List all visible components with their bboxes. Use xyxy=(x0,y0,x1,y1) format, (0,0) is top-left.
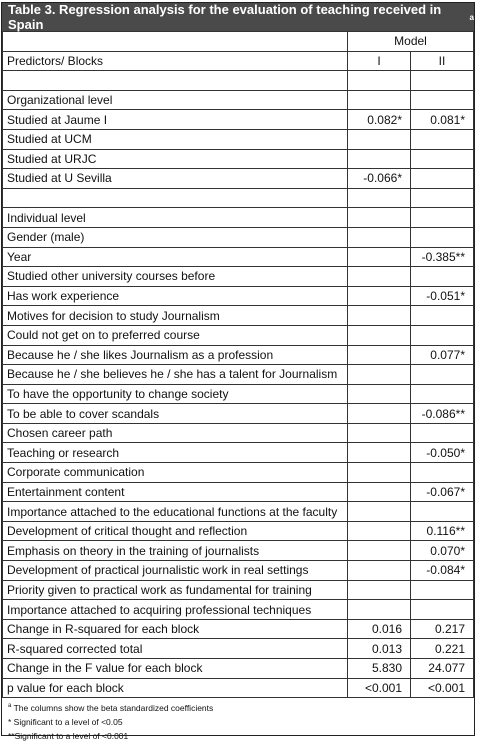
model-ii-value xyxy=(411,384,474,404)
model-ii-value xyxy=(411,208,474,228)
row-label: Could not get on to preferred course xyxy=(3,325,348,345)
table-row xyxy=(3,71,474,91)
row-label: Importance attached to acquiring professional techniques xyxy=(3,600,348,620)
row-label: To be able to cover scandals xyxy=(3,404,348,424)
row-label: Organizational level xyxy=(3,90,348,110)
model-i-value xyxy=(348,463,411,483)
model-ii-value xyxy=(411,502,474,522)
table-title: Table 3. Regression analysis for the evaluation of teaching received in Spain xyxy=(8,2,442,32)
model-i-value xyxy=(348,502,411,522)
model-i-value xyxy=(348,267,411,287)
model-ii-value xyxy=(411,169,474,189)
row-label: Individual level xyxy=(3,208,348,228)
table-row xyxy=(3,521,474,541)
table-row xyxy=(3,129,474,149)
model-i-value: 5.830 xyxy=(348,659,411,679)
model-ii-header: II xyxy=(411,51,474,71)
table-row xyxy=(3,365,474,385)
table-row xyxy=(3,443,474,463)
model-ii-value: 0.217 xyxy=(411,619,474,639)
table-row xyxy=(3,678,474,698)
model-i-value xyxy=(348,580,411,600)
footnote xyxy=(8,700,468,714)
model-ii-value: 0.077* xyxy=(411,345,474,365)
model-ii-value xyxy=(411,267,474,287)
model-ii-value xyxy=(411,129,474,149)
model-i-value: <0.001 xyxy=(348,678,411,698)
row-label xyxy=(3,71,348,91)
row-label: Importance attached to the educational functions at the faculty xyxy=(3,502,348,522)
model-i-value xyxy=(348,404,411,424)
row-label: Change in R-squared for each block xyxy=(3,619,348,639)
table-row xyxy=(3,580,474,600)
model-ii-value xyxy=(411,325,474,345)
model-ii-value xyxy=(411,149,474,169)
model-i-value xyxy=(348,345,411,365)
model-ii-value: 0.221 xyxy=(411,639,474,659)
footnote-text: The columns show the beta standardized coefficients xyxy=(13,703,214,714)
table-title-bar xyxy=(2,3,474,31)
model-ii-value xyxy=(411,365,474,385)
model-ii-value: -0.084* xyxy=(411,561,474,581)
header-row-columns xyxy=(3,51,474,71)
table-row xyxy=(3,149,474,169)
row-label: Studied other university courses before xyxy=(3,267,348,287)
table-row xyxy=(3,325,474,345)
model-ii-value: 0.116** xyxy=(411,521,474,541)
footnote-text: * Significant to a level of <0.05 xyxy=(8,716,123,727)
row-label: Development of practical journalistic work in real settings xyxy=(3,561,348,581)
model-ii-value xyxy=(411,188,474,208)
row-label: R-squared corrected total xyxy=(3,639,348,659)
row-label: Motives for decision to study Journalism xyxy=(3,306,348,326)
table-row xyxy=(3,169,474,189)
row-label: Chosen career path xyxy=(3,423,348,443)
model-i-value xyxy=(348,227,411,247)
model-i-value: 0.013 xyxy=(348,639,411,659)
footnote-mark: a xyxy=(8,703,12,710)
model-i-value xyxy=(348,188,411,208)
model-i-value xyxy=(348,306,411,326)
model-i-value xyxy=(348,325,411,345)
model-ii-value: -0.385** xyxy=(411,247,474,267)
predictors-header: Predictors/ Blocks xyxy=(3,51,348,71)
table-row xyxy=(3,619,474,639)
row-label: Studied at U Sevilla xyxy=(3,169,348,189)
model-i-value xyxy=(348,384,411,404)
table-row xyxy=(3,208,474,228)
model-i-value xyxy=(348,541,411,561)
footnote xyxy=(8,728,468,742)
table-row xyxy=(3,482,474,502)
table-row xyxy=(3,502,474,522)
header-blank-cell xyxy=(3,32,348,52)
model-ii-value: -0.086** xyxy=(411,404,474,424)
row-label: Emphasis on theory in the training of journalists xyxy=(3,541,348,561)
row-label: Studied at Jaume I xyxy=(3,110,348,130)
table-row xyxy=(3,463,474,483)
model-ii-value: 0.081* xyxy=(411,110,474,130)
row-label xyxy=(3,188,348,208)
regression-table xyxy=(2,31,474,698)
model-i-value xyxy=(348,561,411,581)
table-row xyxy=(3,286,474,306)
table-row xyxy=(3,247,474,267)
model-ii-value: <0.001 xyxy=(411,678,474,698)
model-ii-value: -0.051* xyxy=(411,286,474,306)
model-ii-value xyxy=(411,600,474,620)
model-ii-value: -0.067* xyxy=(411,482,474,502)
table-row xyxy=(3,659,474,679)
table-row xyxy=(3,267,474,287)
row-label: Entertainment content xyxy=(3,482,348,502)
model-header: Model xyxy=(348,32,474,52)
model-i-value: 0.082* xyxy=(348,110,411,130)
model-i-value xyxy=(348,443,411,463)
row-label: Teaching or research xyxy=(3,443,348,463)
model-ii-value: -0.050* xyxy=(411,443,474,463)
title-footnote-mark: a xyxy=(469,12,474,22)
model-ii-value xyxy=(411,580,474,600)
model-i-header: I xyxy=(348,51,411,71)
table-row xyxy=(3,404,474,424)
model-ii-value xyxy=(411,90,474,110)
model-i-value xyxy=(348,600,411,620)
model-ii-value xyxy=(411,463,474,483)
model-i-value xyxy=(348,71,411,91)
model-i-value xyxy=(348,423,411,443)
row-label: Because he / she likes Journalism as a profession xyxy=(3,345,348,365)
model-ii-value xyxy=(411,227,474,247)
table-row xyxy=(3,423,474,443)
model-ii-value xyxy=(411,306,474,326)
model-ii-value xyxy=(411,423,474,443)
footnote xyxy=(8,714,468,728)
model-i-value: 0.016 xyxy=(348,619,411,639)
header-row-model xyxy=(3,32,474,52)
row-label: Year xyxy=(3,247,348,267)
model-ii-value: 24.077 xyxy=(411,659,474,679)
table-frame xyxy=(1,2,475,741)
table-row xyxy=(3,227,474,247)
row-label: Has work experience xyxy=(3,286,348,306)
row-label: Priority given to practical work as fundamental for training xyxy=(3,580,348,600)
model-i-value xyxy=(348,149,411,169)
table-notes xyxy=(2,698,474,743)
model-i-value xyxy=(348,482,411,502)
row-label: Development of critical thought and reflection xyxy=(3,521,348,541)
model-ii-value: 0.070* xyxy=(411,541,474,561)
table-row xyxy=(3,188,474,208)
row-label: To have the opportunity to change society xyxy=(3,384,348,404)
model-i-value xyxy=(348,286,411,306)
table-row xyxy=(3,600,474,620)
model-i-value xyxy=(348,129,411,149)
model-i-value xyxy=(348,247,411,267)
model-ii-value xyxy=(411,71,474,91)
row-label: Change in the F value for each block xyxy=(3,659,348,679)
table-row xyxy=(3,561,474,581)
model-i-value xyxy=(348,208,411,228)
table-row xyxy=(3,639,474,659)
model-i-value xyxy=(348,365,411,385)
model-i-value xyxy=(348,521,411,541)
row-label: Gender (male) xyxy=(3,227,348,247)
table-row xyxy=(3,90,474,110)
table-row xyxy=(3,541,474,561)
table-row xyxy=(3,384,474,404)
footnote-text: **Significant to a level of <0.001 xyxy=(8,730,129,741)
model-i-value xyxy=(348,90,411,110)
row-label: p value for each block xyxy=(3,678,348,698)
table-row xyxy=(3,345,474,365)
table-row xyxy=(3,110,474,130)
row-label: Studied at URJC xyxy=(3,149,348,169)
row-label: Because he / she believes he / she has a talent for Journalism xyxy=(3,365,348,385)
model-i-value: -0.066* xyxy=(348,169,411,189)
row-label: Corporate communication xyxy=(3,463,348,483)
table-row xyxy=(3,306,474,326)
row-label: Studied at UCM xyxy=(3,129,348,149)
